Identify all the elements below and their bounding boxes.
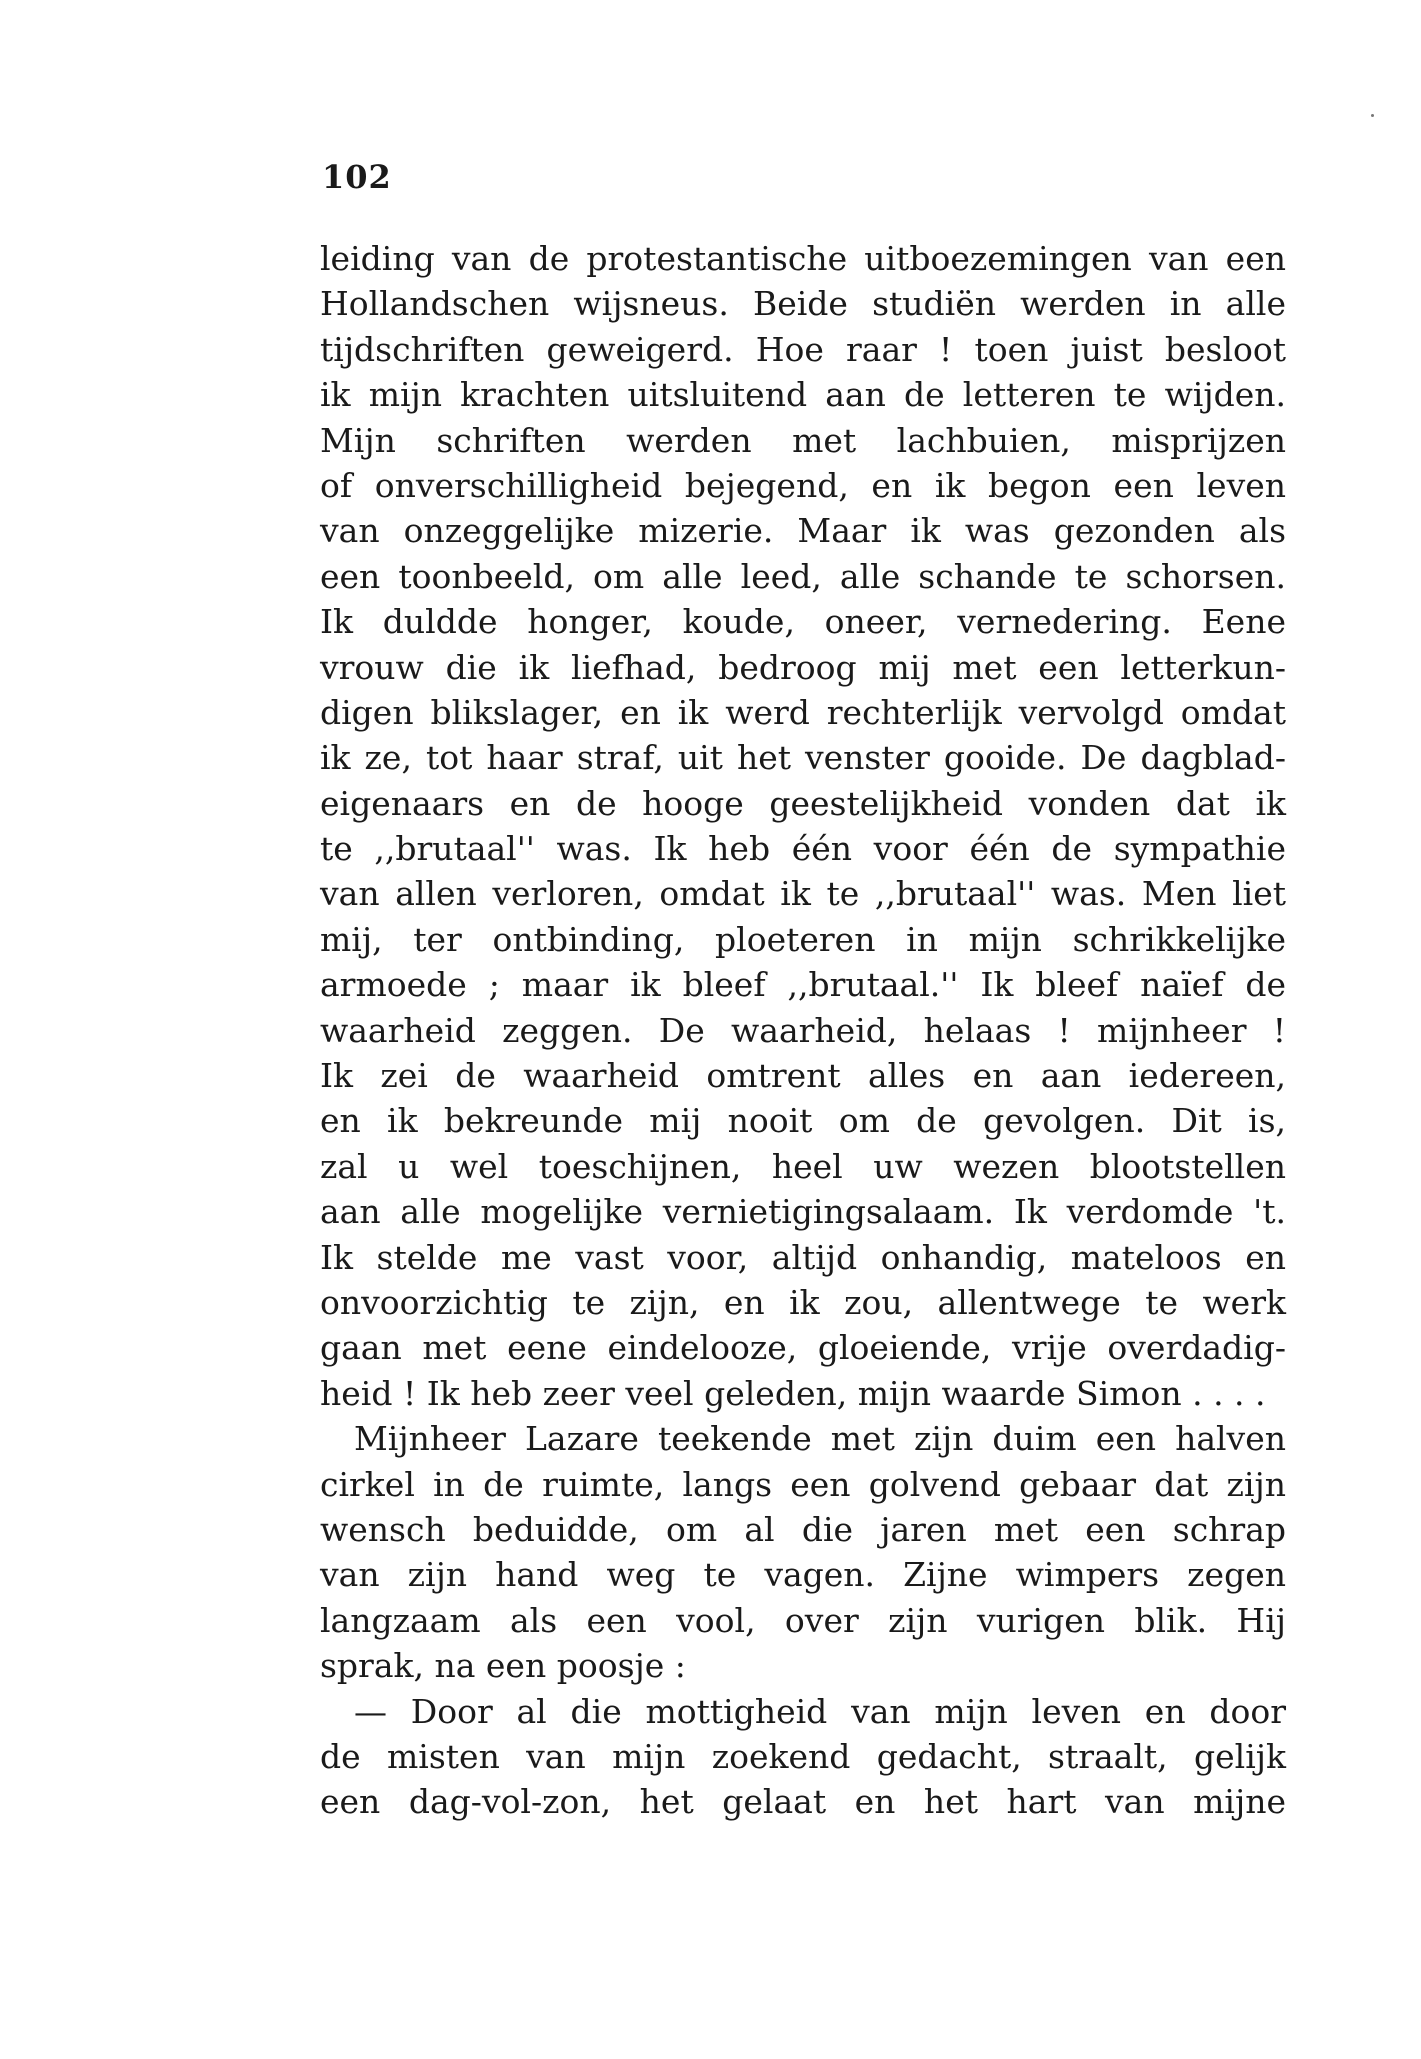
text-line: zal u wel toeschijnen, heel uw wezen blootstellen xyxy=(320,1146,1286,1186)
text-line: cirkel in de ruimte, langs een golvend gebaar dat zijn xyxy=(320,1464,1286,1504)
text-line: — Door al die mottigheid van mijn leven en door xyxy=(354,1691,1286,1731)
text-line: Ik stelde me vast voor, altijd onhandig, mateloos en xyxy=(320,1237,1286,1277)
text-line: ik ze, tot haar straf, uit het venster gooide. De dagblad- xyxy=(320,738,1286,778)
text-line: leiding van de protestantische uitboezemingen van een xyxy=(320,239,1286,278)
scan-speck xyxy=(1371,114,1374,117)
text-line: aan alle mogelijke vernietigingsalaam. Ik verdomde 't. xyxy=(320,1192,1286,1232)
text-line: langzaam als een vool, over zijn vurigen blik. Hij xyxy=(320,1600,1286,1640)
text-line: gaan met eene eindelooze, gloeiende, vrije overdadig- xyxy=(320,1328,1286,1368)
text-line: Mijn schriften werden met lachbuien, misprijzen xyxy=(320,420,1286,460)
text-line: wensch beduidde, om al die jaren met een schrap xyxy=(320,1509,1286,1549)
text-line: een dag-vol-zon, het gelaat en het hart van mijne xyxy=(320,1782,1286,1822)
text-line: van zijn hand weg te vagen. Zijne wimpers zegen xyxy=(320,1555,1286,1595)
text-line: van onzeggelijke mizerie. Maar ik was gezonden als xyxy=(320,511,1286,551)
body-text xyxy=(320,236,1286,1825)
text-line: sprak, na een poosje : xyxy=(320,1646,686,1686)
text-line: vrouw die ik liefhad, bedroog mij met een letterkun- xyxy=(320,647,1286,687)
page-number: 102 xyxy=(322,158,392,196)
text-line: van allen verloren, omdat ik te ,,brutaal'' was. Men liet xyxy=(320,874,1286,914)
text-line: waarheid zeggen. De waarheid, helaas ! mijnheer ! xyxy=(320,1010,1286,1050)
text-line: digen blikslager, en ik werd rechterlijk vervolgd omdat xyxy=(320,692,1286,732)
text-line: Hollandschen wijsneus. Beide studiën werden in alle xyxy=(320,284,1286,324)
text-line: de misten van mijn zoekend gedacht, straalt, gelijk xyxy=(320,1736,1286,1776)
text-line: Mijnheer Lazare teekende met zijn duim een halven xyxy=(354,1419,1286,1459)
text-line: en ik bekreunde mij nooit om de gevolgen. Dit is, xyxy=(320,1101,1286,1141)
text-line: Ik zei de waarheid omtrent alles en aan iedereen, xyxy=(320,1056,1286,1096)
text-line: heid ! Ik heb zeer veel geleden, mijn waarde Simon . . . . xyxy=(320,1373,1266,1413)
text-line: tijdschriften geweigerd. Hoe raar ! toen juist besloot xyxy=(320,329,1286,369)
text-line: mij, ter ontbinding, ploeteren in mijn schrikkelijke xyxy=(320,919,1286,959)
text-line: of onverschilligheid bejegend, en ik begon een leven xyxy=(320,465,1286,505)
text-line: Ik duldde honger, koude, oneer, vernedering. Eene xyxy=(320,602,1286,642)
text-line: onvoorzichtig te zijn, en ik zou, allentwege te werk xyxy=(320,1282,1286,1322)
text-line: te ,,brutaal'' was. Ik heb één voor één de sympathie xyxy=(320,829,1286,869)
text-line: ik mijn krachten uitsluitend aan de letteren te wijden. xyxy=(320,375,1286,415)
text-line: armoede ; maar ik bleef ,,brutaal.'' Ik bleef naïef de xyxy=(320,965,1286,1005)
text-line: een toonbeeld, om alle leed, alle schande te schorsen. xyxy=(320,556,1286,596)
text-line: eigenaars en de hooge geestelijkheid vonden dat ik xyxy=(320,783,1286,823)
